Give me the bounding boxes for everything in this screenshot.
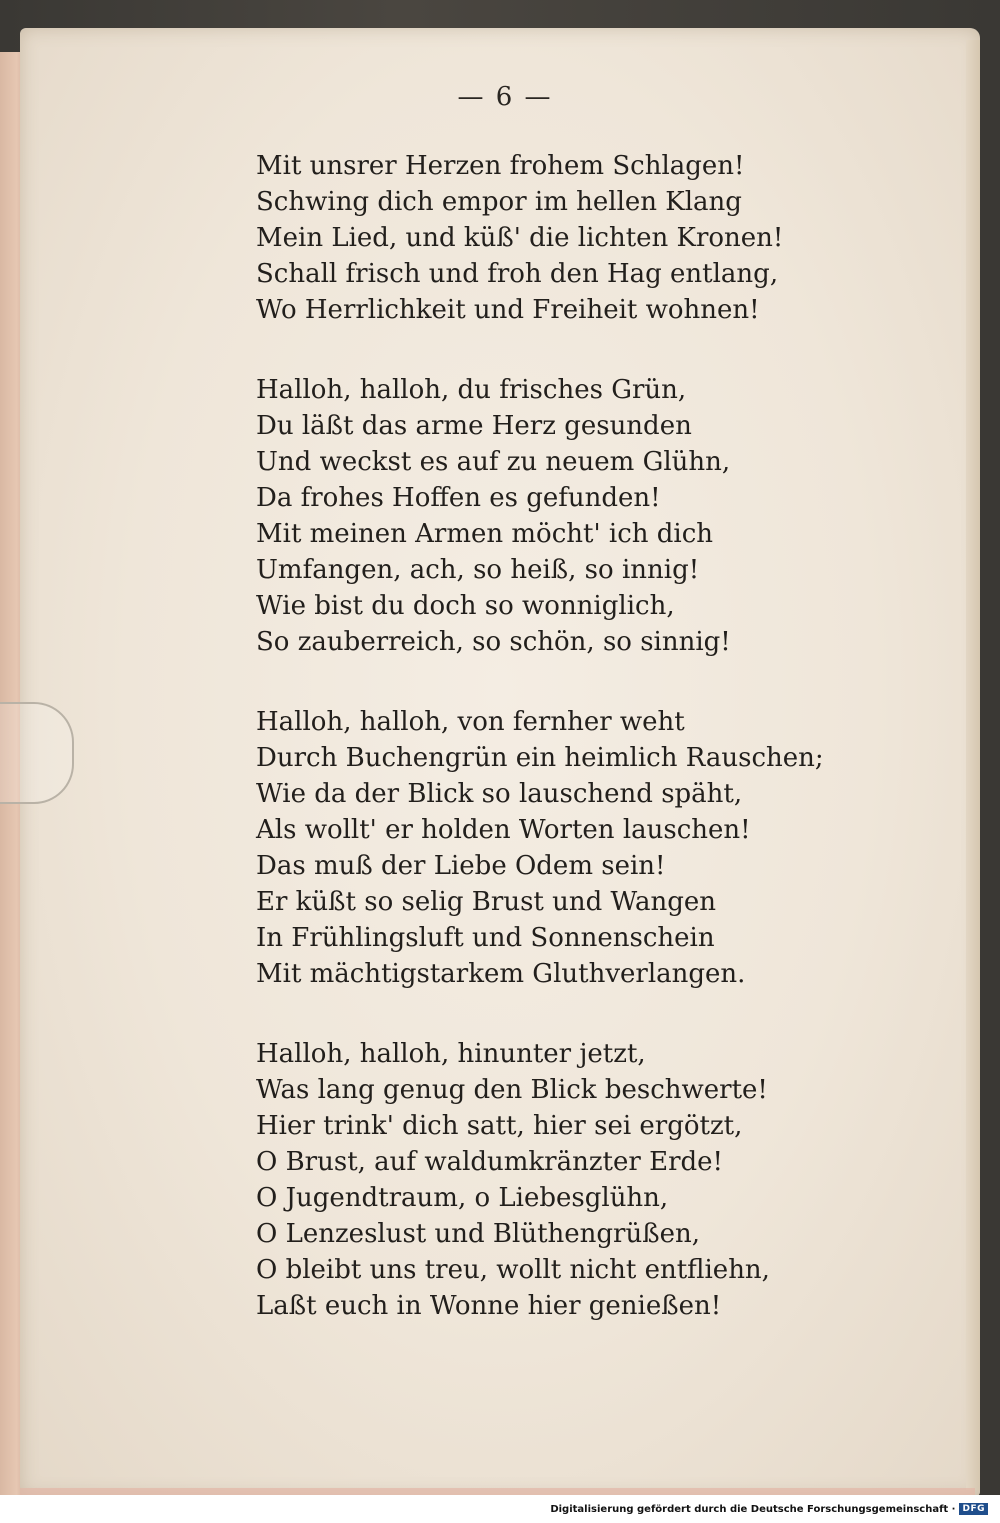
poem-line: Halloh, halloh, von fernher weht <box>256 707 685 737</box>
poem-line: Als wollt' er holden Worten lauschen! <box>256 815 751 845</box>
poem-line: Mit mächtigstarkem Gluthverlangen. <box>256 959 746 989</box>
poem-line: Das muß der Liebe Odem sein! <box>256 851 666 881</box>
stanza <box>256 372 916 660</box>
poem-line: O Brust, auf waldumkränzter Erde! <box>256 1147 723 1177</box>
poem-line: So zauberreich, so schön, so sinnig! <box>256 627 731 657</box>
stanza <box>256 704 916 992</box>
poem-line: Du läßt das arme Herz gesunden <box>256 411 692 441</box>
poem-line: Umfangen, ach, so heiß, so innig! <box>256 555 700 585</box>
poem-line: Hier trink' dich satt, hier sei ergötzt, <box>256 1111 743 1141</box>
poem-line: Mit meinen Armen möcht' ich dich <box>256 519 714 549</box>
poem-line: Mein Lied, und küß' die lichten Kronen! <box>256 223 784 253</box>
page-clip <box>0 702 74 804</box>
poem-line: Wo Herrlichkeit und Freiheit wohnen! <box>256 295 760 325</box>
stanza <box>256 148 916 328</box>
poem-line: Er küßt so selig Brust und Wangen <box>256 887 717 917</box>
poem-line: Und weckst es auf zu neuem Glühn, <box>256 447 731 477</box>
digitization-credit <box>546 1499 992 1519</box>
poem-line: Schall frisch und froh den Hag entlang, <box>256 259 779 289</box>
poem-line: Wie bist du doch so wonniglich, <box>256 591 675 621</box>
poem-line: O Lenzeslust und Blüthengrüßen, <box>256 1219 700 1249</box>
poem-line: Durch Buchengrün ein heimlich Rauschen; <box>256 743 824 773</box>
dfg-logo: DFG <box>959 1503 988 1515</box>
poem-line: Mit unsrer Herzen frohem Schlagen! <box>256 151 745 181</box>
poem-line: Halloh, halloh, hinunter jetzt, <box>256 1039 646 1069</box>
poem-line: Laßt euch in Wonne hier genießen! <box>256 1291 722 1321</box>
credit-text: Digitalisierung gefördert durch die Deutsche Forschungsgemeinschaft · <box>550 1503 956 1515</box>
poem-line: O Jugendtraum, o Liebesglühn, <box>256 1183 669 1213</box>
poem-line: O bleibt uns treu, wollt nicht entfliehn, <box>256 1255 770 1285</box>
poem-text <box>256 148 916 1324</box>
page-number: — 6 — <box>457 82 553 112</box>
poem-line: Halloh, halloh, du frisches Grün, <box>256 375 687 405</box>
poem-line: Wie da der Blick so lauschend späht, <box>256 779 743 809</box>
stanza <box>256 1036 916 1324</box>
poem-line: In Frühlingsluft und Sonnenschein <box>256 923 715 953</box>
page-edge-right <box>966 40 980 1490</box>
poem-line: Schwing dich empor im hellen Klang <box>256 187 742 217</box>
poem-line: Da frohes Hoffen es gefunden! <box>256 483 661 513</box>
poem-line: Was lang genug den Blick beschwerte! <box>256 1075 768 1105</box>
